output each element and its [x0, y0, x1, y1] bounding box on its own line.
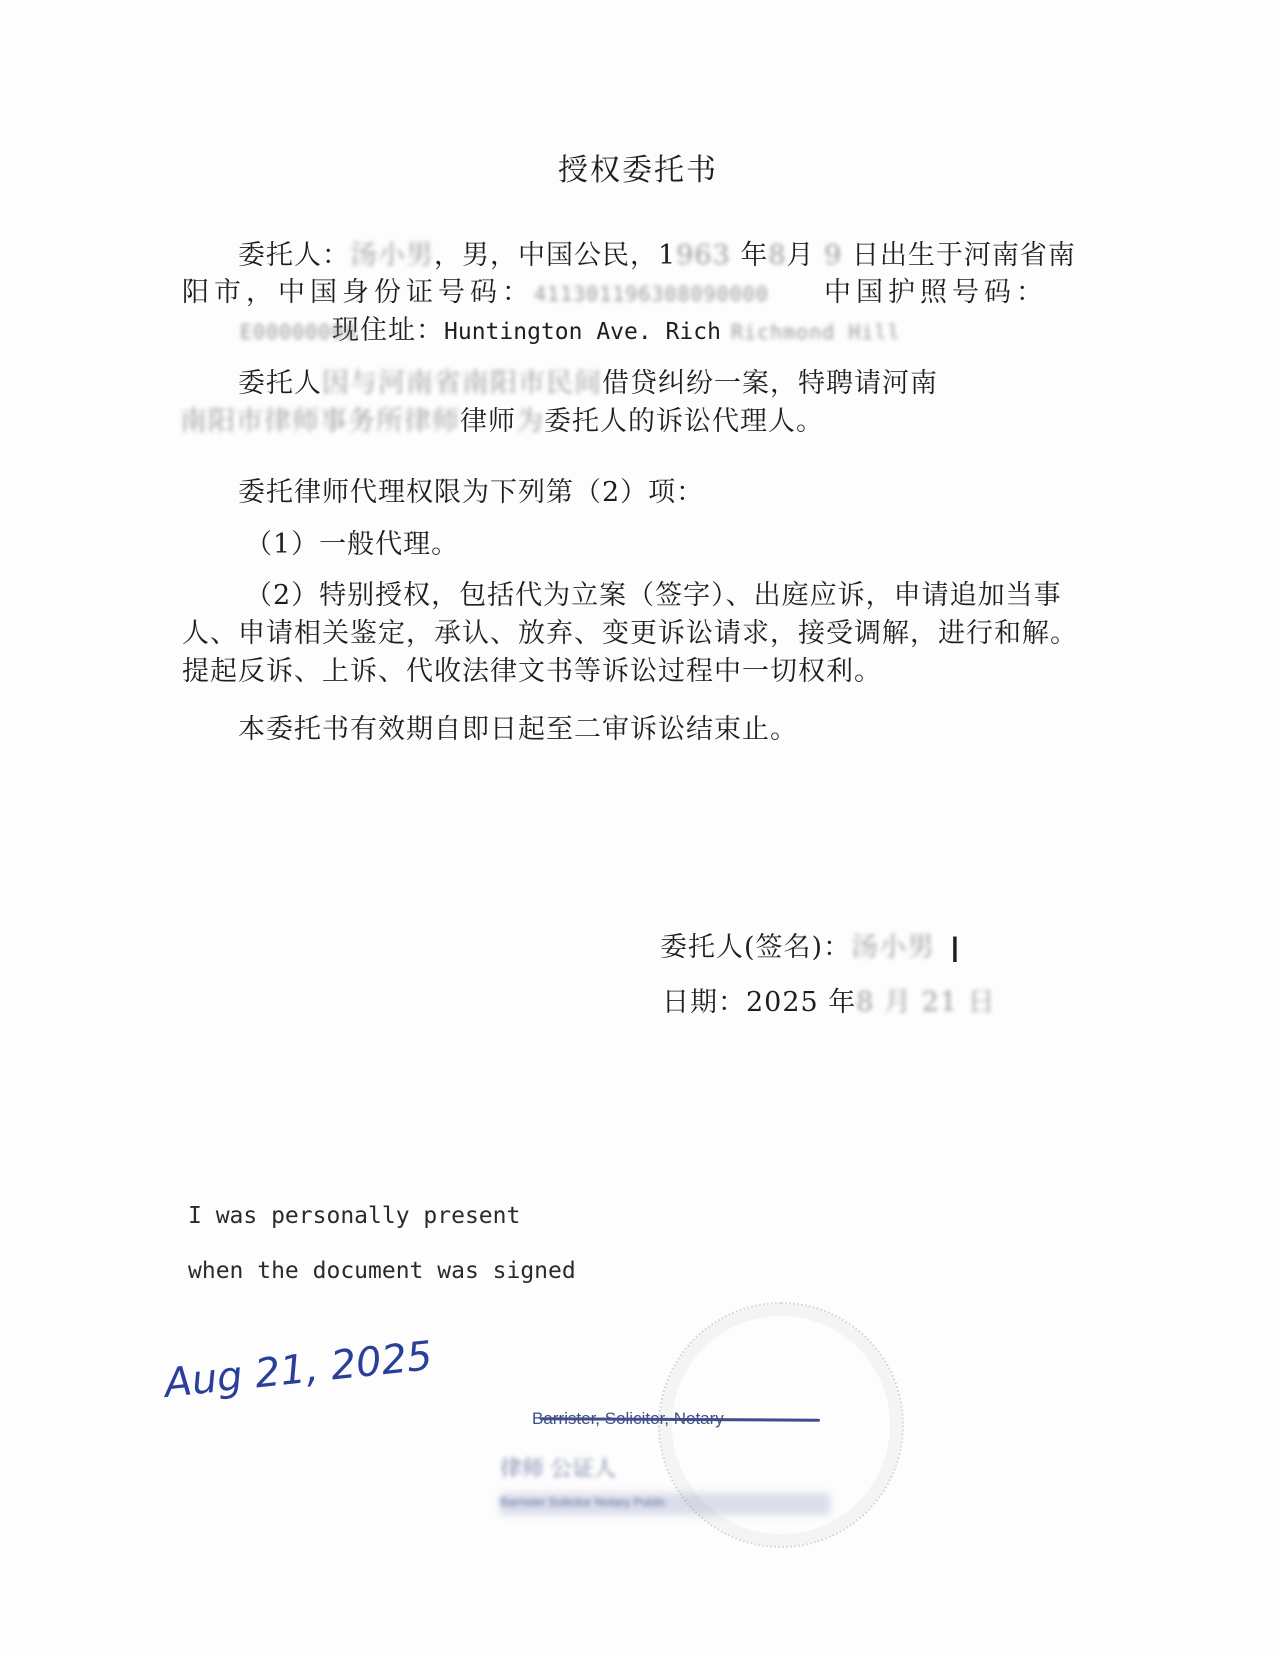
case-description: 借贷纠纷一案，特聘请河南 — [602, 368, 938, 399]
month-char: 月 — [786, 240, 825, 271]
birthplace-text: 日出生于河南省南 — [842, 240, 1076, 271]
case-parties-redacted: 因与河南省南阳市民间 — [322, 368, 602, 399]
id-label: 阳市，中国身份证号码： — [182, 277, 534, 308]
notary-note-line-2: when the document was signed — [188, 1258, 576, 1284]
authority-item-1: （1）一般代理。 — [245, 529, 460, 560]
document-title: 授权委托书 — [558, 153, 718, 188]
signature-stroke-icon: | — [951, 932, 960, 962]
handwritten-date-icon — [160, 1333, 435, 1425]
date-label: 日期：2025 年 — [662, 987, 857, 1018]
signature-label: 委托人(签名)： — [660, 932, 852, 963]
id-number-redacted: 411301196308090000 — [534, 282, 769, 306]
principal-label: 委托人： — [238, 240, 350, 271]
year-char: 年 — [730, 240, 769, 271]
address-redacted: Richmond Hill — [730, 320, 901, 344]
case-principal: 委托人 — [238, 368, 322, 399]
principal-line-2 — [182, 270, 1048, 309]
birth-year-redacted: 963 — [676, 240, 731, 271]
agent-text: 委托人的诉讼代理人。 — [544, 406, 824, 437]
case-line-1 — [238, 361, 938, 400]
stamp-line-3: Barrister Solicitor Notary Public — [500, 1495, 667, 1509]
principal-line-3 — [240, 308, 901, 347]
authority-scope: 委托律师代理权限为下列第（2）项： — [238, 477, 705, 508]
stamp-line-2: 律师 公证人 — [500, 1456, 617, 1481]
stamp-line-1: Barrister, Solicitor, Notary — [532, 1409, 724, 1428]
passport-number-redacted: E00000000 — [240, 320, 358, 344]
birth-day-redacted: 9 — [824, 240, 843, 271]
authority-item-2-line-1: （2）特别授权，包括代为立案（签字）、出庭应诉，申请追加当事 — [245, 580, 1062, 611]
law-firm-redacted: 南阳市律师事务所律师 — [180, 406, 460, 437]
birth-month-redacted: 8 — [768, 240, 787, 271]
date-line — [662, 980, 996, 1019]
principal-gender-text: ，男，中国公民，1 — [434, 240, 677, 271]
date-value-redacted: 8 月 21 日 — [856, 987, 996, 1018]
notary-note-line-1: I was personally present — [188, 1203, 521, 1229]
validity-clause: 本委托书有效期自即日起至二审诉讼结束止。 — [238, 714, 798, 745]
lawyer-text: 律师 — [460, 406, 516, 437]
signature-line — [660, 925, 960, 964]
case-line-2 — [180, 399, 824, 438]
authority-item-2-line-3: 提起反诉、上诉、代收法律文书等诉讼过程中一切权利。 — [182, 656, 882, 687]
signature-value-redacted: 汤小男 — [851, 932, 936, 963]
principal-name-redacted: 汤小男 — [350, 240, 434, 271]
address-label: 现住址： — [332, 315, 444, 346]
lawyer-name-redacted: 为 — [516, 406, 544, 437]
authority-item-2-line-2: 人、申请相关鉴定，承认、放弃、变更诉讼请求，接受调解，进行和解。 — [182, 618, 1078, 649]
handwritten-date: Aug 21, 2025 — [162, 1333, 435, 1407]
principal-line-1 — [238, 233, 1076, 272]
address-text: Huntington Ave. Rich — [444, 319, 721, 345]
passport-label: 中国护照号码： — [824, 277, 1048, 308]
